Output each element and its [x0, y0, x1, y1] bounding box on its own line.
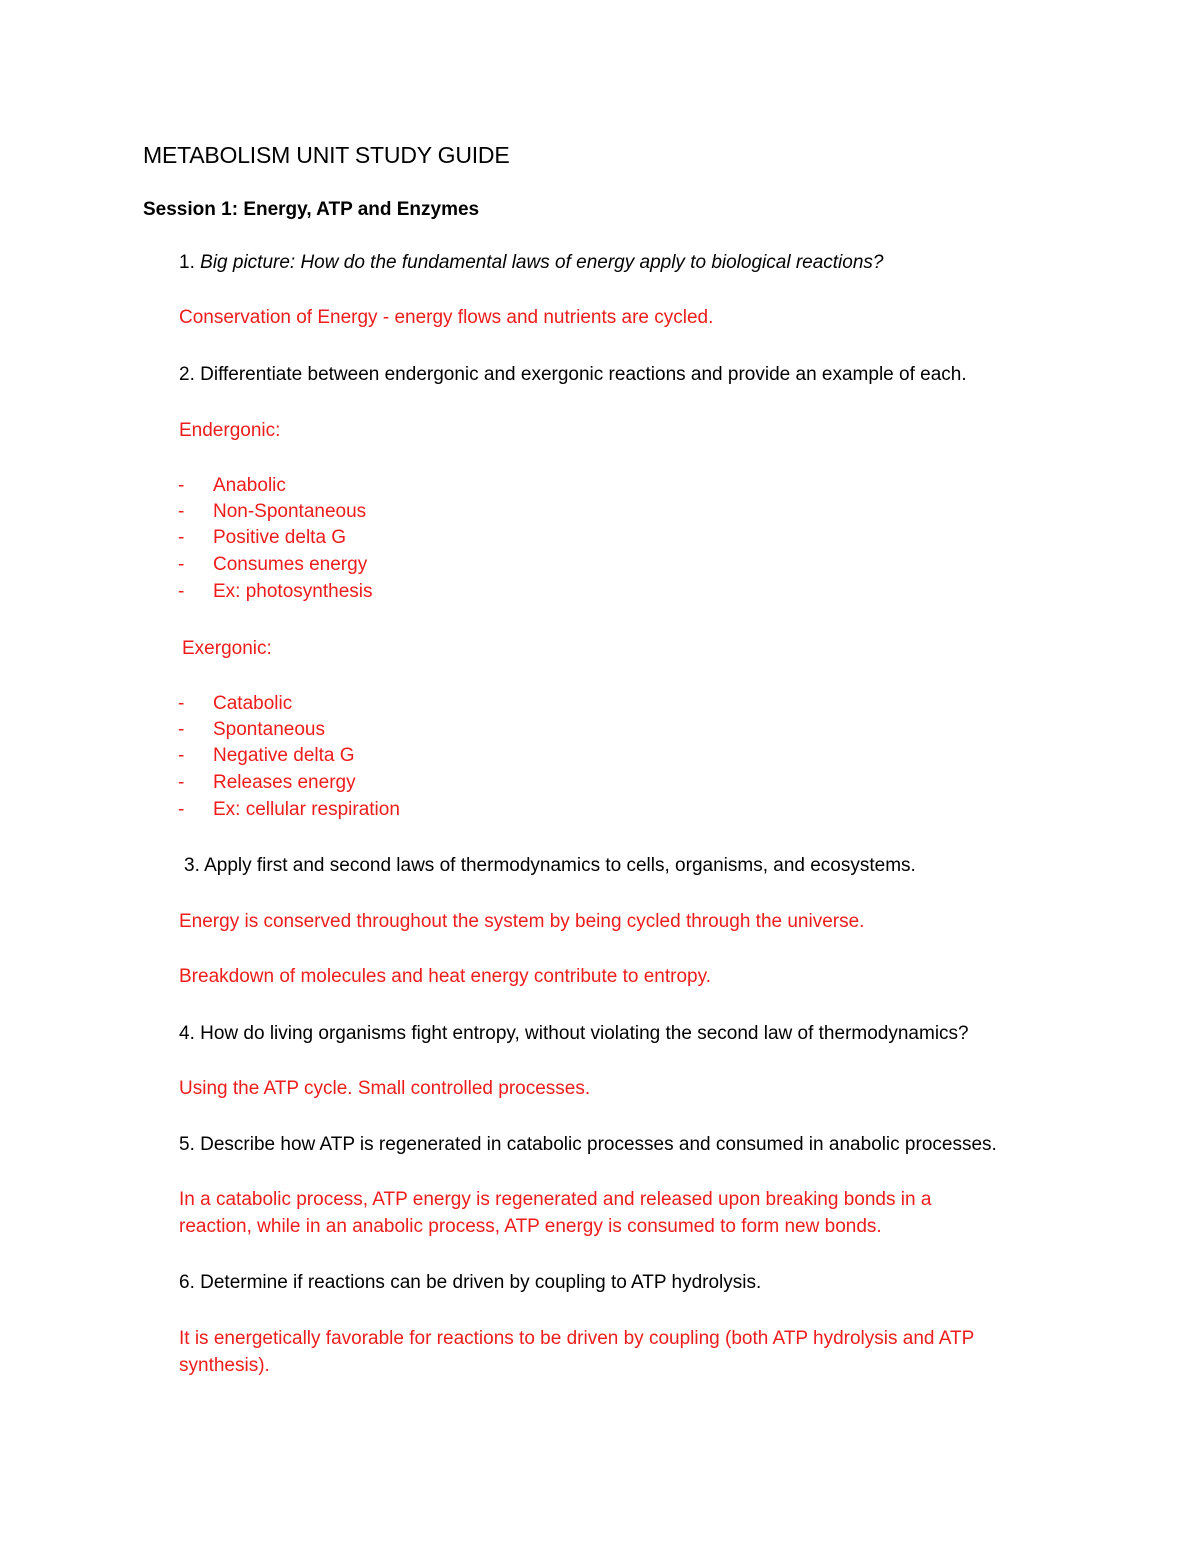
list-item: Catabolic: [213, 693, 293, 714]
question-4: 4. How do living organisms fight entropy, without violating the second law of thermodynamics?: [179, 1023, 969, 1044]
list-item: Consumes energy: [213, 554, 368, 575]
session-heading: Session 1: Energy, ATP and Enzymes: [143, 199, 480, 220]
list-bullet: -: [178, 772, 185, 793]
list-bullet: -: [178, 719, 185, 740]
list-bullet: -: [178, 527, 185, 548]
list-item: Ex: cellular respiration: [213, 799, 400, 820]
list-bullet: -: [178, 799, 185, 820]
answer-3b: Breakdown of molecules and heat energy contribute to entropy.: [179, 966, 711, 987]
question-1: [179, 250, 883, 276]
list-item: Anabolic: [213, 475, 286, 496]
exergonic-label: Exergonic:: [182, 638, 272, 659]
list-bullet: -: [178, 581, 185, 602]
answer-3a: Energy is conserved throughout the system by being cycled through the universe.: [179, 911, 865, 932]
answer-4: Using the ATP cycle. Small controlled processes.: [179, 1078, 591, 1099]
document-title: METABOLISM UNIT STUDY GUIDE: [143, 142, 510, 168]
list-item: Spontaneous: [213, 719, 325, 740]
list-item: Ex: photosynthesis: [213, 581, 373, 602]
answer-1: Conservation of Energy - energy flows and nutrients are cycled.: [179, 307, 714, 328]
list-bullet: -: [178, 501, 185, 522]
answer-6-line-1: It is energetically favorable for reactions to be driven by coupling (both ATP hydrolysis and ATP: [179, 1328, 975, 1349]
list-item: Releases energy: [213, 772, 356, 793]
answer-6-line-2: synthesis).: [179, 1355, 270, 1376]
endergonic-label: Endergonic:: [179, 420, 281, 441]
question-3: 3. Apply first and second laws of thermodynamics to cells, organisms, and ecosystems.: [184, 855, 916, 876]
answer-5-line-1: In a catabolic process, ATP energy is regenerated and released upon breaking bonds in a: [179, 1189, 932, 1210]
list-bullet: -: [178, 475, 185, 496]
list-item: Positive delta G: [213, 527, 347, 548]
answer-5-line-2: reaction, while in an anabolic process, ATP energy is consumed to form new bonds.: [179, 1216, 882, 1237]
question-6: 6. Determine if reactions can be driven by coupling to ATP hydrolysis.: [179, 1272, 762, 1293]
question-2: 2. Differentiate between endergonic and exergonic reactions and provide an example of each.: [179, 364, 967, 385]
list-item: Non-Spontaneous: [213, 501, 367, 522]
list-bullet: -: [178, 693, 185, 714]
list-item: Negative delta G: [213, 745, 355, 766]
question-1-number: 1.: [179, 252, 195, 273]
list-bullet: -: [178, 554, 185, 575]
question-5: 5. Describe how ATP is regenerated in catabolic processes and consumed in anabolic processes.: [179, 1134, 997, 1155]
list-bullet: -: [178, 745, 185, 766]
question-1-text: Big picture: How do the fundamental laws of energy apply to biological reactions?: [200, 252, 884, 273]
